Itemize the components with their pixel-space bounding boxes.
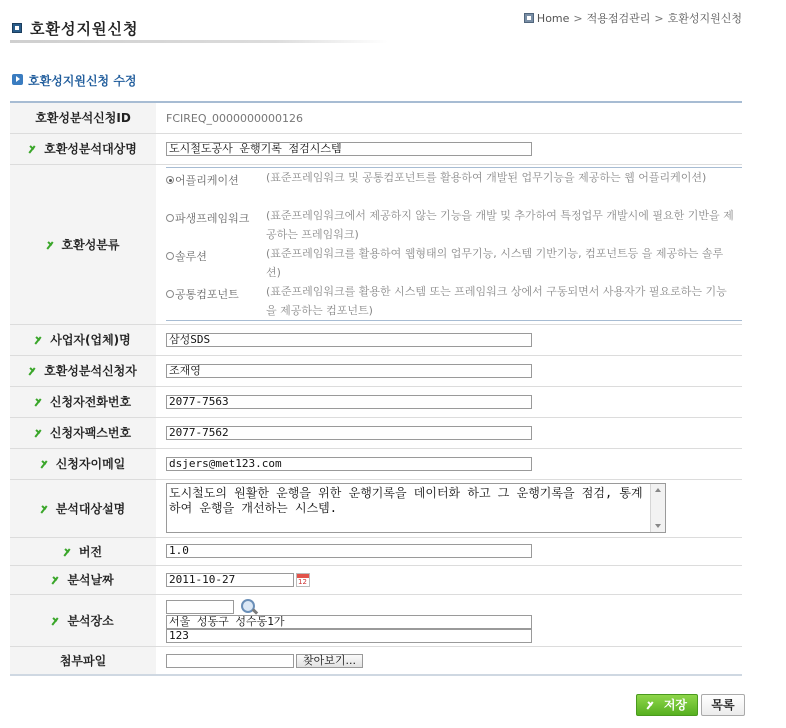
label-phone: 신청자전화번호 bbox=[49, 395, 132, 409]
breadcrumb-level1[interactable]: 적용점검관리 bbox=[586, 12, 651, 25]
applicant-input[interactable]: 조재영 bbox=[166, 364, 532, 378]
breadcrumb-home[interactable]: Home bbox=[536, 12, 570, 25]
row-location bbox=[10, 594, 742, 646]
page-title bbox=[10, 18, 388, 40]
label-email: 신청자이메일 bbox=[55, 457, 126, 471]
calendar-icon[interactable] bbox=[296, 573, 310, 587]
label-location: 분석장소 bbox=[67, 613, 114, 628]
home-icon bbox=[524, 13, 534, 23]
label-fax: 신청자팩스번호 bbox=[49, 426, 132, 440]
row-description bbox=[10, 479, 742, 537]
row-applicant bbox=[10, 355, 742, 386]
row-category bbox=[10, 164, 742, 324]
option-description: (표준프레임워크에서 제공하지 않는 기능을 개발 및 추가하여 특정업무 개발시에 필요한 기반을 제공하는 프레임워크) bbox=[266, 209, 734, 241]
breadcrumb-separator: > bbox=[573, 12, 583, 25]
section-title-text: 호환성지원신청 수정 bbox=[28, 74, 137, 88]
option-description: (표준프레임워크를 활용하여 웹형태의 업무기능, 시스템 기반기능, 컴포넌트등 을 제공하는 솔루션) bbox=[266, 247, 724, 279]
row-email bbox=[10, 448, 742, 479]
required-check-icon bbox=[29, 145, 39, 153]
radio-icon[interactable] bbox=[166, 290, 174, 298]
textarea-scrollbar[interactable] bbox=[650, 484, 665, 532]
row-date bbox=[10, 565, 742, 594]
title-bullet-icon bbox=[12, 23, 22, 33]
label-description: 분석대상설명 bbox=[55, 501, 126, 516]
required-check-icon bbox=[52, 617, 62, 625]
row-company bbox=[10, 324, 742, 355]
search-icon[interactable] bbox=[240, 598, 258, 616]
category-option-application[interactable] bbox=[166, 168, 742, 206]
option-label: 솔루션 bbox=[175, 250, 207, 263]
category-option-solution[interactable] bbox=[166, 244, 742, 282]
required-check-icon bbox=[41, 505, 51, 513]
row-phone bbox=[10, 386, 742, 417]
breadcrumb bbox=[524, 10, 742, 26]
address-line1-input[interactable]: 서울 성동구 성수동1가 bbox=[166, 615, 532, 629]
required-check-icon bbox=[64, 548, 74, 556]
breadcrumb-separator: > bbox=[654, 12, 664, 25]
application-form bbox=[10, 101, 742, 676]
radio-icon[interactable] bbox=[166, 252, 174, 260]
label-category: 호환성분류 bbox=[61, 237, 120, 252]
description-textarea[interactable] bbox=[166, 483, 666, 533]
required-check-icon bbox=[35, 336, 45, 344]
address-line2-input[interactable]: 123 bbox=[166, 629, 532, 643]
label-request-id: 호환성분석신청ID bbox=[10, 102, 156, 133]
row-version bbox=[10, 537, 742, 565]
target-name-input[interactable]: 도시철도공사 운행기록 점검시스템 bbox=[166, 142, 532, 156]
description-text: 도시철도의 원활한 운행을 위한 운행기록을 데이터화 하고 그 운행기록을 점검, 통계하여 운행을 개선하는 시스템. bbox=[169, 486, 643, 515]
browse-button[interactable]: 찾아보기... bbox=[296, 654, 363, 668]
save-button-label: 저장 bbox=[663, 698, 687, 712]
company-input[interactable]: 삼성SDS bbox=[166, 333, 532, 347]
label-version: 버전 bbox=[78, 544, 103, 559]
label-date: 분석날짜 bbox=[67, 573, 114, 587]
required-check-icon bbox=[41, 460, 51, 468]
radio-selected-icon[interactable] bbox=[166, 176, 174, 184]
required-check-icon bbox=[29, 367, 39, 375]
list-button[interactable]: 목록 bbox=[701, 694, 745, 716]
label-applicant: 호환성분석신청자 bbox=[44, 364, 137, 378]
label-target-name: 호환성분석대상명 bbox=[44, 142, 137, 156]
phone-input[interactable]: 2077-7563 bbox=[166, 395, 532, 409]
check-icon bbox=[647, 701, 657, 709]
option-description: (표준프레임워크를 활용한 시스템 또는 프레임워크 상에서 구동되면서 사용자가 필요로하는 기능을 제공하는 컴포넌트) bbox=[266, 285, 727, 317]
label-company: 사업자(업체)명 bbox=[50, 333, 131, 347]
row-fax bbox=[10, 417, 742, 448]
required-check-icon bbox=[52, 576, 62, 584]
option-label: 파생프레임워크 bbox=[175, 212, 250, 225]
category-radio-group bbox=[166, 167, 742, 321]
breadcrumb-level2: 호환성지원신청 bbox=[667, 12, 742, 25]
required-check-icon bbox=[35, 398, 45, 406]
date-input[interactable]: 2011-10-27 bbox=[166, 573, 294, 587]
row-target-name bbox=[10, 133, 742, 164]
zipcode-input[interactable] bbox=[166, 600, 234, 614]
scroll-down-icon[interactable] bbox=[655, 524, 661, 528]
play-arrow-icon bbox=[12, 74, 23, 85]
row-attachment bbox=[10, 646, 742, 675]
option-label: 공통컴포넌트 bbox=[175, 288, 239, 301]
page-title-text: 호환성지원신청 bbox=[30, 20, 139, 38]
file-path-input[interactable] bbox=[166, 654, 294, 668]
request-id-value: FCIREQ_0000000000126 bbox=[166, 111, 303, 125]
radio-icon[interactable] bbox=[166, 214, 174, 222]
save-button[interactable] bbox=[636, 694, 698, 716]
required-check-icon bbox=[35, 429, 45, 437]
category-option-derived-framework[interactable] bbox=[166, 206, 742, 244]
version-input[interactable]: 1.0 bbox=[166, 544, 532, 558]
title-underline bbox=[10, 40, 388, 43]
required-check-icon bbox=[47, 241, 57, 249]
option-description: (표준프레임워크 및 공통컴포넌트를 활용하여 개발된 업무기능을 제공하는 웹 어플리케이션) bbox=[266, 171, 707, 184]
row-request-id bbox=[10, 102, 742, 133]
label-attachment: 첨부파일 bbox=[10, 646, 156, 675]
fax-input[interactable]: 2077-7562 bbox=[166, 426, 532, 440]
option-label: 어플리케이션 bbox=[175, 174, 239, 187]
category-option-common-component[interactable] bbox=[166, 282, 742, 320]
scroll-up-icon[interactable] bbox=[655, 488, 661, 492]
email-input[interactable]: dsjers@met123.com bbox=[166, 457, 532, 471]
